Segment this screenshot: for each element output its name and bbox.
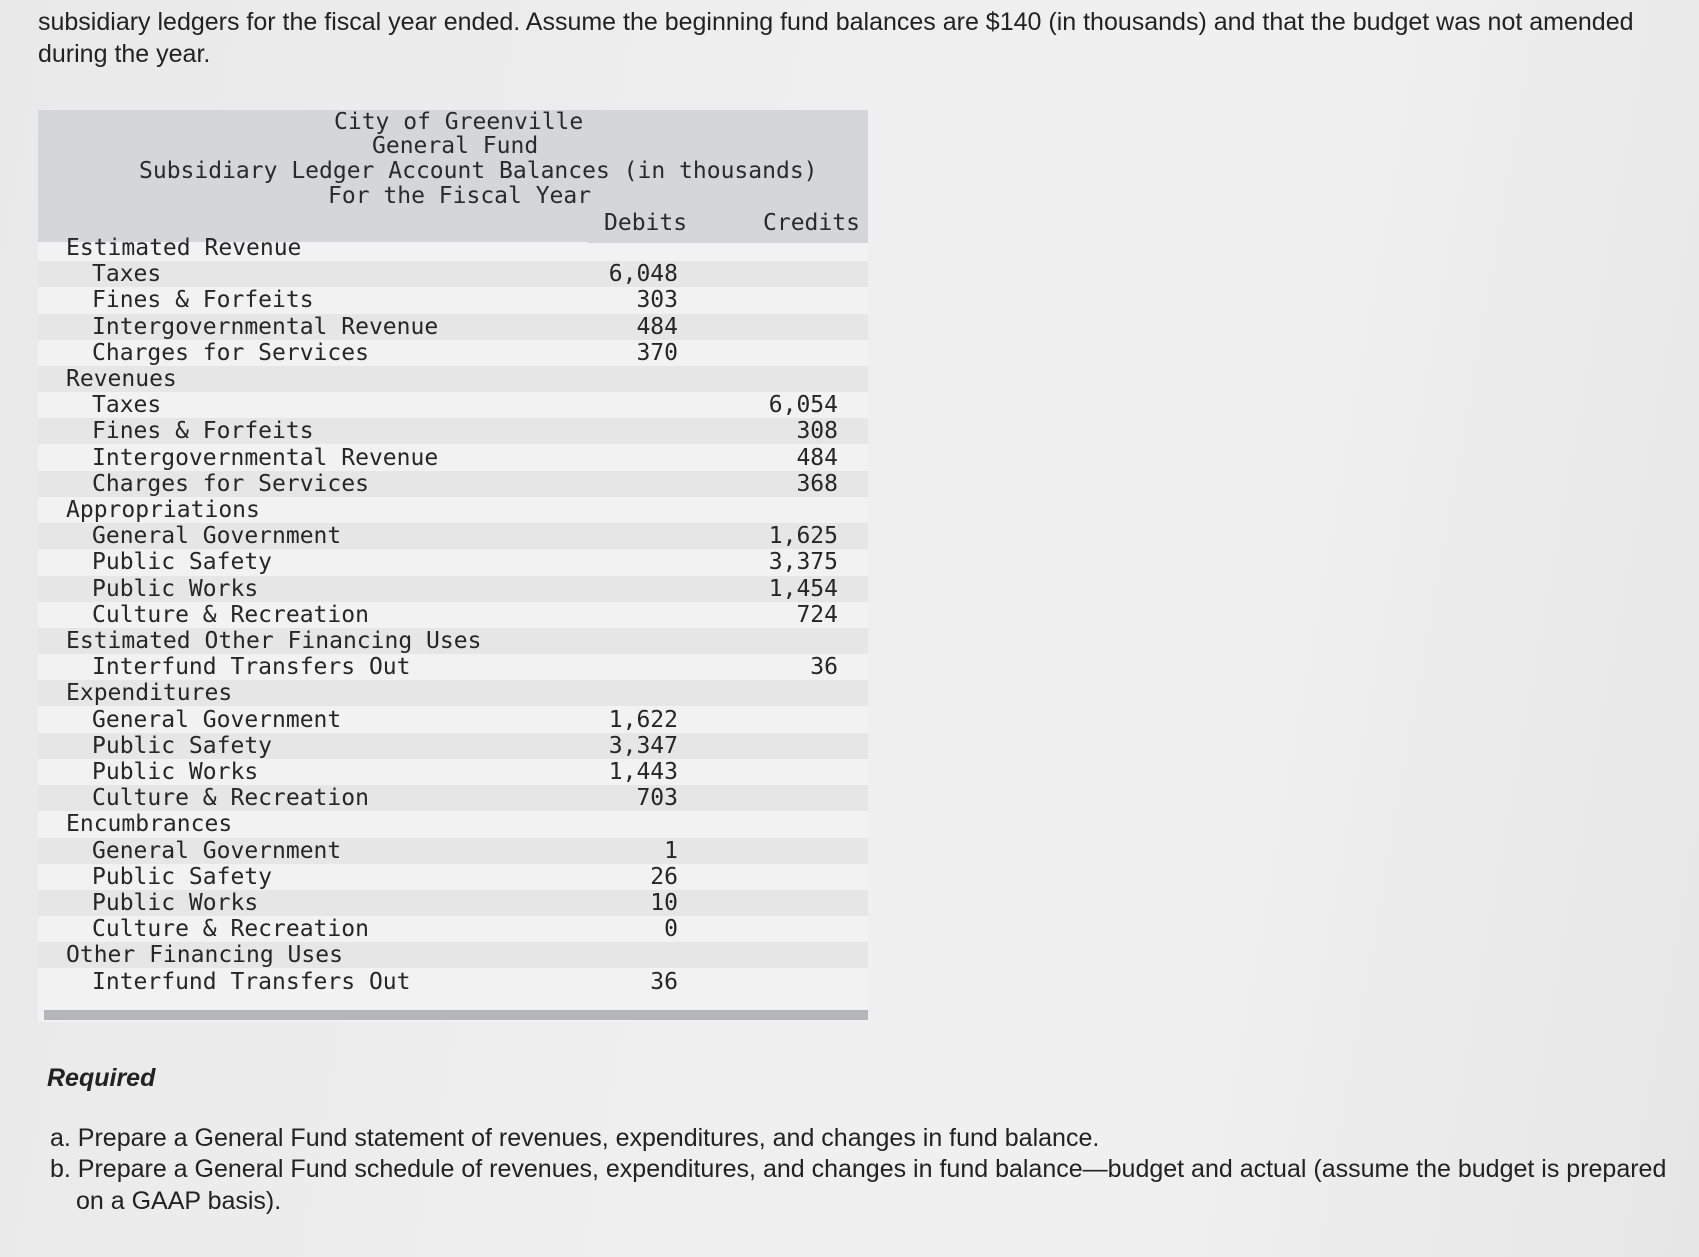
- ledger-row-credit: 308: [796, 418, 838, 445]
- ledger-row: [38, 864, 868, 890]
- ledger-row: [38, 418, 868, 444]
- ledger-row: [38, 942, 868, 968]
- ledger-row-label: Taxes: [92, 392, 162, 419]
- ledger-row-label: Public Works: [92, 890, 259, 916]
- ledger-row-debit: 1: [664, 837, 678, 864]
- ledger-row-debit: 26: [650, 863, 678, 890]
- intro-paragraph: subsidiary ledgers for the fiscal year ended. Assume the beginning fund balances are $140 (in thousands) and that the budget was not amended during the year.: [38, 8, 1634, 68]
- ledger-row-label: Public Works: [92, 575, 259, 602]
- ledger-row-debit: 1,622: [608, 706, 678, 733]
- ledger-row-label: Intergovernmental Revenue: [92, 313, 439, 340]
- ledger-row: [38, 785, 868, 811]
- ledger-row: [38, 733, 868, 759]
- ledger-row-label: Other Financing Uses: [66, 942, 343, 969]
- ledger-row-debit: 303: [636, 287, 678, 314]
- ledger-row-label: Revenues: [66, 366, 177, 392]
- ledger-row-debit: 370: [636, 339, 678, 366]
- ledger-row-label: Charges for Services: [92, 470, 369, 497]
- ledger-row: [38, 759, 868, 785]
- ledger-row: [38, 471, 868, 497]
- ledger-row-label: Taxes: [92, 261, 162, 288]
- ledger-row-credit: 1,454: [768, 575, 838, 602]
- ledger-row: [38, 602, 868, 628]
- ledger-row-credit: 6,054: [768, 392, 838, 419]
- column-header-debits: Debits: [604, 210, 688, 236]
- ledger-row-label: General Government: [92, 706, 342, 733]
- column-header-credits: Credits: [763, 210, 860, 236]
- ledger-row: [38, 707, 868, 733]
- ledger-row: [38, 392, 868, 418]
- ledger-row-label: Public Safety: [92, 863, 273, 890]
- ledger-row-label: Fines & Forfeits: [92, 418, 314, 445]
- ledger-row-debit: 3,347: [608, 732, 678, 759]
- ledger-row: [38, 445, 868, 471]
- ledger-row-credit: 724: [796, 601, 838, 628]
- table-title-period: For the Fiscal Year: [328, 183, 592, 209]
- ledger-row: [38, 680, 868, 706]
- ledger-row-debit: 6,048: [608, 261, 678, 288]
- required-heading: Required: [47, 1064, 156, 1092]
- ledger-row: [38, 235, 868, 261]
- ledger-row-credit: 484: [796, 444, 838, 471]
- ledger-row: [38, 890, 868, 916]
- ledger-row-label: Intergovernmental Revenue: [92, 444, 439, 471]
- ledger-row-label: Culture & Recreation: [92, 601, 369, 628]
- ledger-row: [38, 549, 868, 575]
- ledger-row: [38, 340, 868, 366]
- ledger-row-label: Appropriations: [66, 497, 260, 523]
- required-item-a: a. Prepare a General Fund statement of revenues, expenditures, and changes in fund balance.: [50, 1124, 1100, 1152]
- ledger-row: [38, 969, 868, 995]
- table-title-city: City of Greenville: [334, 109, 584, 135]
- ledger-row-label: Charges for Services: [92, 339, 369, 366]
- ledger-row-label: Culture & Recreation: [92, 916, 369, 943]
- ledger-row-label: General Government: [92, 837, 342, 864]
- ledger-row: [38, 287, 868, 313]
- ledger-row-label: Interfund Transfers Out: [92, 968, 411, 995]
- ledger-row: [38, 261, 868, 287]
- ledger-row-label: Public Works: [92, 759, 259, 785]
- required-item-b: b. Prepare a General Fund schedule of revenues, expenditures, and changes in fund balance—budget and actual (assume the budget is prepared on a GAAP basis).: [50, 1155, 1667, 1215]
- ledger-table: [38, 110, 868, 1022]
- ledger-row-credit: 1,625: [768, 523, 838, 550]
- ledger-row: [38, 366, 868, 392]
- ledger-row-debit: 703: [636, 785, 678, 812]
- ledger-row-label: General Government: [92, 523, 342, 550]
- ledger-row-label: Public Safety: [92, 732, 273, 759]
- ledger-row-credit: 36: [810, 654, 838, 681]
- ledger-row: [38, 576, 868, 602]
- ledger-row: [38, 838, 868, 864]
- ledger-row-label: Estimated Revenue: [66, 235, 302, 261]
- table-title-description: Subsidiary Ledger Account Balances (in thousands): [139, 158, 818, 184]
- table-bottom-rule: [44, 1010, 868, 1020]
- ledger-row-label: Interfund Transfers Out: [92, 654, 411, 681]
- ledger-row: [38, 654, 868, 680]
- ledger-row-debit: 484: [636, 313, 678, 340]
- ledger-row: [38, 916, 868, 942]
- ledger-row-debit: 1,443: [608, 759, 678, 785]
- table-title-fund: General Fund: [372, 133, 539, 159]
- ledger-row: [38, 523, 868, 549]
- ledger-row-debit: 0: [664, 916, 678, 943]
- ledger-row-debit: 36: [650, 968, 678, 995]
- ledger-row: [38, 628, 868, 654]
- ledger-row: [38, 314, 868, 340]
- ledger-row-label: Encumbrances: [66, 811, 233, 838]
- ledger-row-credit: 3,375: [768, 549, 838, 576]
- ledger-row: [38, 497, 868, 523]
- ledger-row-label: Estimated Other Financing Uses: [66, 628, 482, 654]
- ledger-row: [38, 811, 868, 837]
- ledger-row-label: Culture & Recreation: [92, 785, 369, 812]
- ledger-row-label: Public Safety: [92, 549, 273, 576]
- ledger-row-credit: 368: [796, 470, 838, 497]
- ledger-row-debit: 10: [650, 890, 678, 916]
- ledger-row-label: Fines & Forfeits: [92, 287, 314, 314]
- ledger-row-label: Expenditures: [66, 680, 233, 707]
